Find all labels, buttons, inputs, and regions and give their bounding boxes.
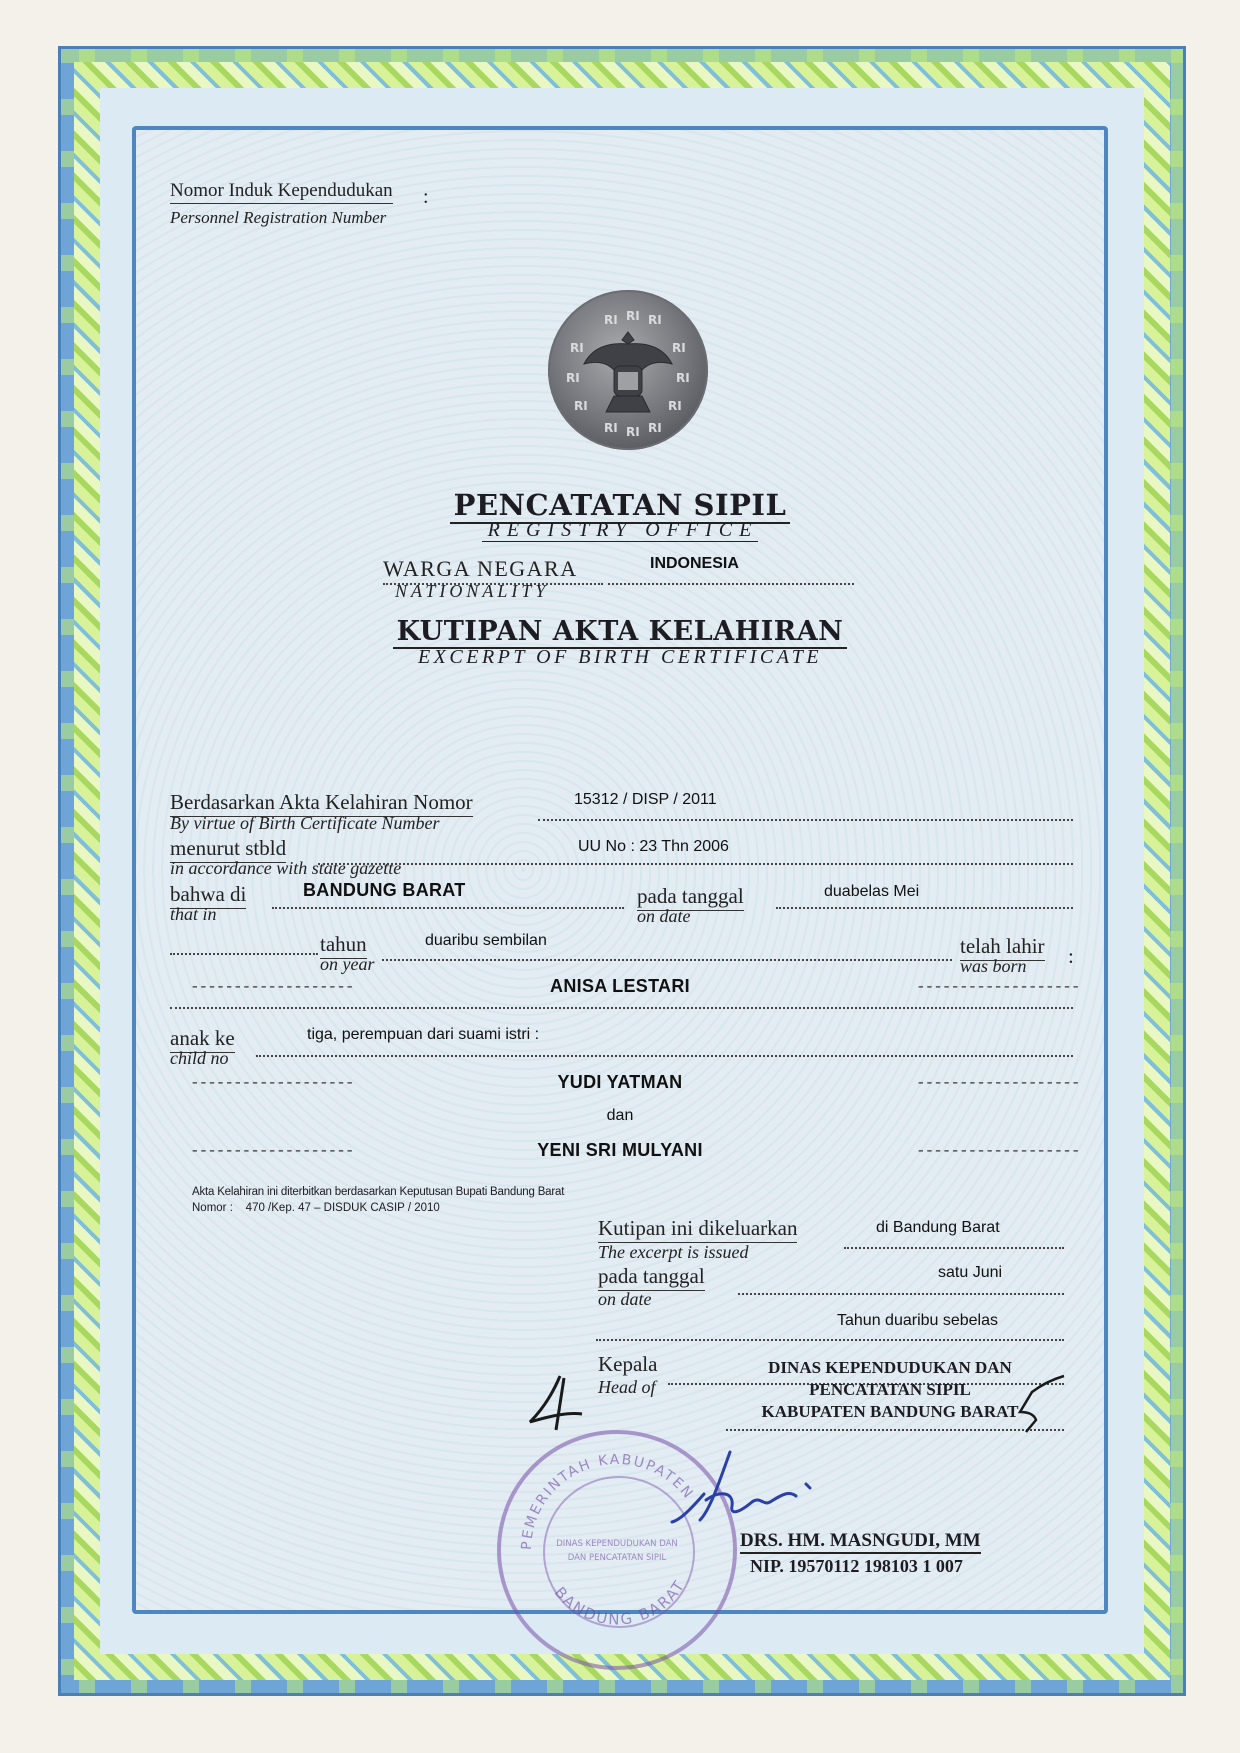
emblem-ri-text: RI	[676, 371, 690, 385]
issued-date: satu Juni	[938, 1264, 1003, 1281]
head-label: Kepala	[598, 1352, 658, 1376]
place-value: BANDUNG BARAT	[303, 880, 466, 900]
father-dash-left: -------------------	[190, 1074, 354, 1092]
child-no-label: anak ke	[170, 1026, 235, 1053]
office-title-en: REGISTRY OFFICE	[482, 519, 759, 542]
date-label-en: on date	[637, 906, 691, 926]
nationality-dots	[608, 582, 854, 585]
mother-name: YENI SRI MULYANI	[537, 1140, 703, 1160]
nik-label-en: Personnel Registration Number	[170, 208, 387, 227]
issued-date-label: pada tanggal	[598, 1264, 705, 1291]
handwritten-signature	[520, 1370, 1080, 1630]
child-name: ANISA LESTARI	[550, 976, 690, 996]
child-no-value: tiga, perempuan dari suami istri :	[307, 1026, 540, 1043]
issued-label: Kutipan ini dikeluarkan	[598, 1216, 797, 1243]
year-dots	[382, 958, 952, 961]
document-title-en: EXCERPT OF BIRTH CERTIFICATE	[417, 646, 823, 668]
emblem-ri-text: RI	[672, 341, 686, 355]
place-label: bahwa di	[170, 882, 246, 909]
document-title: KUTIPAN AKTA KELAHIRAN	[393, 616, 848, 649]
issued-year: Tahun duaribu sebelas	[837, 1312, 999, 1329]
certificate-number-value: 15312 / DISP / 2011	[574, 791, 717, 808]
emblem-ri-text: RI	[626, 309, 640, 323]
stbld-dots	[318, 862, 1073, 865]
born-label: telah lahir	[960, 934, 1045, 961]
issued-date-label-en: on date	[598, 1289, 652, 1309]
child-dash-right: -------------------	[916, 978, 1080, 996]
emblem-ri-text: RI	[648, 421, 662, 435]
year-lead-dots	[170, 952, 318, 955]
certificate-number-label: Berdasarkan Akta Kelahiran Nomor	[170, 790, 473, 817]
born-colon: :	[1068, 944, 1074, 968]
office-title: PENCATATAN SIPIL	[450, 488, 791, 524]
issued-year-dots	[596, 1338, 1064, 1341]
emblem-ri-text: RI	[574, 399, 588, 413]
nik-colon: :	[423, 186, 429, 208]
child-dots	[170, 1006, 1073, 1009]
emblem-ri-text: RI	[604, 313, 618, 327]
date-value: duabelas Mei	[824, 883, 920, 900]
nationality-label-en: NATIONALITY	[395, 581, 550, 601]
emblem-ri-text: RI	[604, 421, 618, 435]
issued-label-en: The excerpt is issued	[598, 1242, 749, 1262]
year-label-en: on year	[320, 954, 375, 974]
issued-place-dots	[844, 1246, 1064, 1249]
issued-date-dots	[738, 1292, 1064, 1295]
nationality-label: WARGA NEGARA	[383, 556, 578, 581]
date-label: pada tanggal	[637, 884, 744, 911]
emblem-ri-text: RI	[668, 399, 682, 413]
stbld-value: UU No : 23 Thn 2006	[578, 838, 729, 855]
stamp-text-bottom: BANDUNG BARAT	[550, 1576, 689, 1629]
child-no-label-en: child no	[170, 1048, 229, 1068]
signatory-nip: NIP. 19570112 198103 1 007	[750, 1556, 963, 1576]
place-dots	[272, 906, 624, 909]
child-dash-left: -------------------	[190, 978, 354, 996]
emblem-ri-text: RI	[566, 371, 580, 385]
date-dots	[776, 906, 1073, 909]
year-label: tahun	[320, 932, 367, 959]
stamp-text-middle-2: DAN PENCATATAN SIPIL	[567, 1553, 667, 1563]
emblem-ri-text: RI	[626, 425, 640, 439]
place-label-en: that in	[170, 904, 217, 924]
stamp-text-middle-1: DINAS KEPENDUDUKAN DAN	[556, 1539, 678, 1549]
head-office-line-2: PENCATATAN SIPIL	[809, 1380, 971, 1399]
certificate-number-dots	[538, 818, 1073, 821]
nik-label: Nomor Induk Kependudukan	[170, 180, 393, 204]
signatory-name: DRS. HM. MASNGUDI, MM	[740, 1530, 981, 1554]
emblem-ri-text: RI	[648, 313, 662, 327]
decree-line-2: Nomor : 470 /Kep. 47 – DISDUK CASIP / 2010	[192, 1202, 440, 1214]
issued-place: di Bandung Barat	[876, 1219, 1000, 1236]
certificate-number-label-en: By virtue of Birth Certificate Number	[170, 813, 440, 833]
decree-line-1: Akta Kelahiran ini diterbitkan berdasarkan Keputusan Bupati Bandung Barat	[192, 1186, 565, 1198]
head-office-line-1: DINAS KEPENDUDUKAN DAN	[768, 1358, 1012, 1377]
garuda-emblem	[548, 290, 708, 450]
head-office-line-3: KABUPATEN BANDUNG BARAT	[761, 1402, 1019, 1421]
mother-dash-left: -------------------	[190, 1142, 354, 1160]
father-dash-right: -------------------	[916, 1074, 1080, 1092]
year-value: duaribu sembilan	[425, 932, 547, 949]
stbld-label: menurut stbld	[170, 836, 286, 863]
nationality-value: INDONESIA	[650, 555, 739, 572]
head-label-en: Head of	[598, 1377, 656, 1397]
stamp-text-top: PEMERINTAH KABUPATEN	[518, 1451, 697, 1551]
emblem-ri-text: RI	[570, 341, 584, 355]
conjunction-dan: dan	[606, 1107, 634, 1124]
stbld-label-en: in accordance with state gazette	[170, 858, 402, 878]
child-no-dots	[256, 1054, 1073, 1057]
father-name: YUDI YATMAN	[557, 1072, 683, 1092]
born-label-en: was born	[960, 956, 1027, 976]
mother-dash-right: -------------------	[916, 1142, 1080, 1160]
